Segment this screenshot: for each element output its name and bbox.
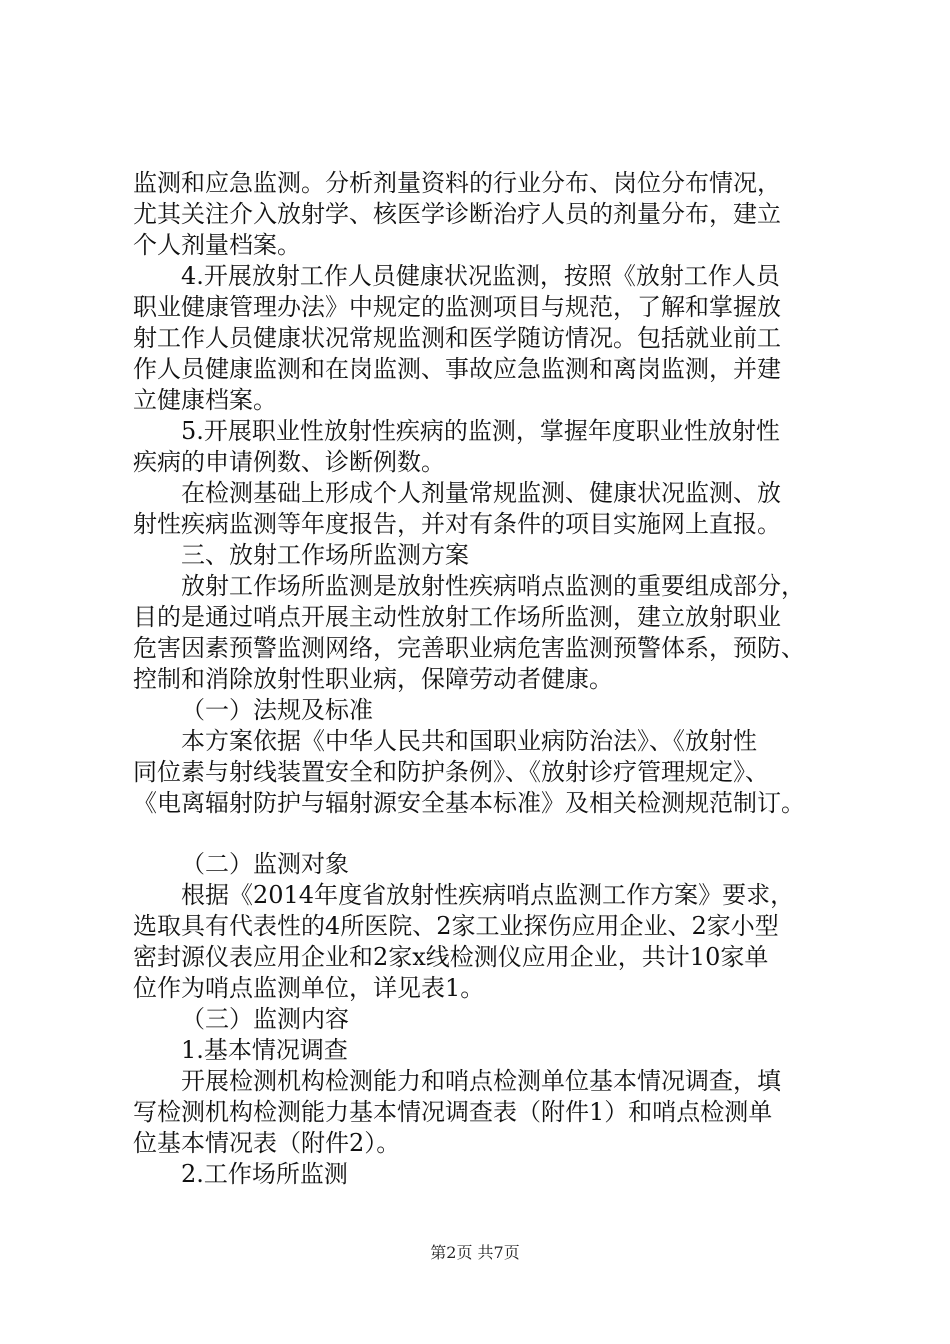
text-line: 位作为哨点监测单位，详见表1。 (133, 974, 485, 1002)
list-item-heading: 1.基本情况调查 (181, 1036, 348, 1064)
text-line: 根据《2014年度省放射性疾病哨点监测工作方案》要求， (181, 881, 795, 909)
text-line: 在检测基础上形成个人剂量常规监测、健康状况监测、放 (181, 479, 781, 507)
page-footer: 第2页 共7页 (430, 1243, 520, 1262)
text-line: 同位素与射线装置安全和防护条例》、《放射诊疗管理规定》、 (133, 758, 769, 786)
text-line: 危害因素预警监测网络，完善职业病危害监测预警体系，预防、 (133, 634, 805, 662)
section-heading: 三、放射工作场所监测方案 (181, 541, 469, 569)
text-line: 选取具有代表性的4所医院、2家工业探伤应用企业、2家小型 (133, 912, 779, 940)
text-line: 写检测机构检测能力基本情况调查表（附件1）和哨点检测单 (133, 1098, 773, 1126)
document-body (133, 168, 853, 1190)
text-line: 射性疾病监测等年度报告，并对有条件的项目实施网上直报。 (133, 510, 781, 538)
text-line: 监测和应急监测。分析剂量资料的行业分布、岗位分布情况， (133, 169, 781, 197)
text-line: 作人员健康监测和在岗监测、事故应急监测和离岗监测，并建 (133, 355, 781, 383)
text-line: 位基本情况表（附件2）。 (133, 1129, 401, 1157)
text-line: 密封源仪表应用企业和2家x线检测仪应用企业，共计10家单 (133, 943, 769, 971)
subsection-heading: （三）监测内容 (181, 1005, 349, 1033)
text-line: 本方案依据《中华人民共和国职业病防治法》、《放射性 (181, 727, 757, 755)
list-item-heading: 2.工作场所监测 (181, 1160, 348, 1188)
text-line: 射工作人员健康状况常规监测和医学随访情况。包括就业前工 (133, 324, 781, 352)
text-line: 疾病的申请例数、诊断例数。 (133, 448, 445, 476)
text-line: 控制和消除放射性职业病，保障劳动者健康。 (133, 665, 613, 693)
subsection-heading: （一）法规及标准 (181, 696, 373, 724)
text-line: 5.开展职业性放射性疾病的监测，掌握年度职业性放射性 (181, 417, 780, 445)
text-line: 《电离辐射防护与辐射源安全基本标准》及相关检测规范制订。 (133, 789, 805, 817)
text-line: 目的是通过哨点开展主动性放射工作场所监测，建立放射职业 (133, 603, 781, 631)
text-line: 4.开展放射工作人员健康状况监测，按照《放射工作人员 (181, 262, 780, 290)
text-line: 立健康档案。 (133, 386, 277, 414)
text-line: 开展检测机构检测能力和哨点检测单位基本情况调查，填 (181, 1067, 781, 1095)
text-line: 尤其关注介入放射学、核医学诊断治疗人员的剂量分布，建立 (133, 200, 781, 228)
subsection-heading: （二）监测对象 (181, 850, 349, 878)
text-line: 放射工作场所监测是放射性疾病哨点监测的重要组成部分， (181, 572, 805, 600)
paragraph-gap (133, 819, 853, 849)
text-line: 个人剂量档案。 (133, 231, 301, 259)
text-line: 职业健康管理办法》中规定的监测项目与规范，了解和掌握放 (133, 293, 781, 321)
